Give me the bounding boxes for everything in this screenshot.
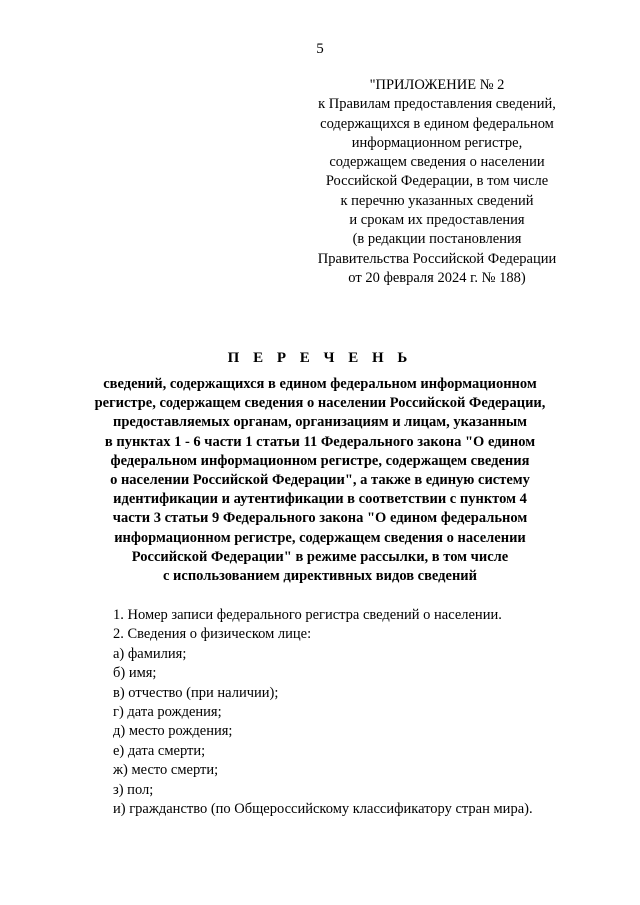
subtitle-line: идентификации и аутентификации в соответствии с пунктом 4 [113, 491, 527, 508]
appendix-line: Правительства Российской Федерации [317, 250, 557, 267]
subtitle-line: сведений, содержащихся в едином федеральном информационном [103, 376, 537, 392]
appendix-line: от 20 февраля 2024 г. № 188) [348, 269, 526, 286]
list-item: д) место рождения; [113, 723, 233, 740]
appendix-line: информационном регистре, [351, 134, 523, 151]
subtitle-line: федеральном информационном регистре, содержащем сведения [110, 452, 530, 469]
list-item: 2. Сведения о физическом лице: [113, 626, 312, 643]
list-item: в) отчество (при наличии); [113, 684, 279, 701]
subtitle-line: предоставляемых органам, организациям и лицам, указанным [112, 414, 528, 431]
document-subtitle [60, 375, 580, 586]
list-item: ж) место смерти; [113, 762, 219, 779]
list-item: и) гражданство (по Общероссийскому классификатору стран мира). [113, 801, 533, 818]
subtitle-line: регистре, содержащем сведения о населении Российской Федерации, [94, 395, 546, 412]
document-title: П Е Р Е Ч Е Н Ь [227, 350, 413, 366]
items-list [113, 606, 613, 819]
list-item: г) дата рождения; [113, 704, 222, 721]
subtitle-line: части 3 статьи 9 Федерального закона "О едином федеральном [112, 510, 528, 527]
appendix-line: Российской Федерации, в том числе [325, 173, 549, 190]
subtitle-line: в пунктах 1 - 6 части 1 статьи 11 Федерального закона "О едином [104, 433, 536, 450]
list-item: а) фамилия; [113, 645, 187, 662]
subtitle-line: Российской Федерации" в режиме рассылки, в том числе [131, 548, 509, 565]
appendix-line: к Правилам предоставления сведений, [318, 96, 556, 113]
appendix-line: содержащихся в едином федеральном [320, 115, 554, 132]
appendix-line: к перечню указанных сведений [340, 192, 534, 209]
appendix-line: содержащем сведения о населении [329, 154, 545, 171]
appendix-line: (в редакции постановления [352, 231, 522, 248]
subtitle-line: с использованием директивных видов сведений [162, 568, 478, 585]
list-item: 1. Номер записи федерального регистра сведений о населении. [113, 607, 502, 623]
appendix-line: "ПРИЛОЖЕНИЕ № 2 [369, 77, 505, 93]
page-number: 5 [316, 41, 324, 57]
appendix-line: и срокам их предоставления [349, 212, 525, 229]
list-item: б) имя; [113, 665, 157, 682]
appendix-header [292, 76, 582, 288]
subtitle-line: информационном регистре, содержащем сведения о населении [114, 529, 526, 546]
list-item: з) пол; [113, 781, 154, 798]
list-item: е) дата смерти; [113, 742, 206, 759]
subtitle-line: о населении Российской Федерации", а также в единую систему [110, 472, 530, 489]
